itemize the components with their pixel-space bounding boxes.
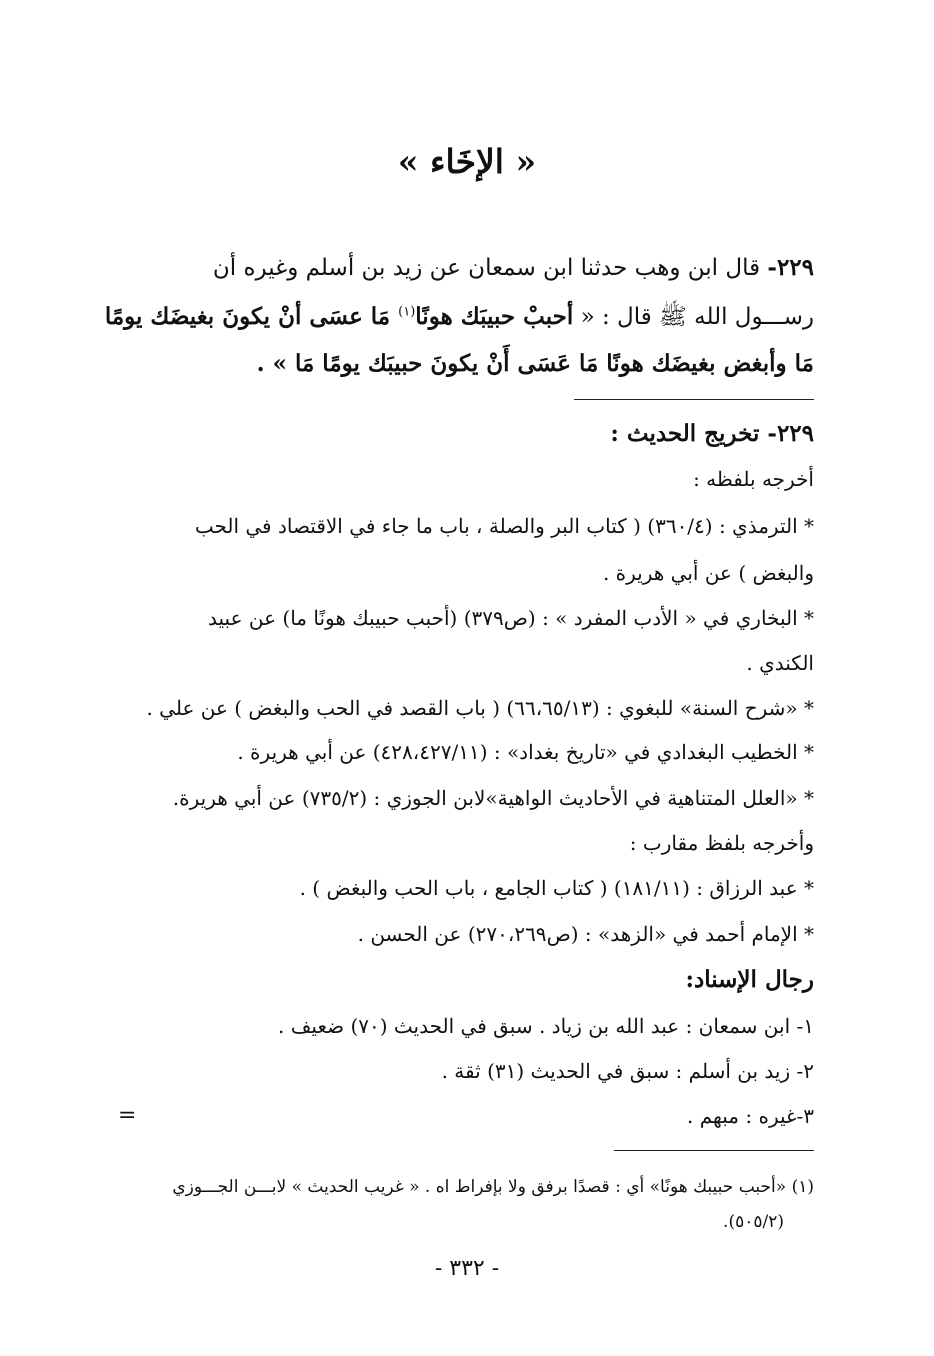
page-title: « الإخَاء » bbox=[397, 142, 537, 181]
hadith-line-2 bbox=[105, 302, 814, 336]
footnote-reference: (١) bbox=[398, 304, 416, 320]
takhrij-heading: ٢٢٩- تخريج الحديث : bbox=[610, 420, 814, 447]
hadith-matn-part-a: أحببْ حبيبَك هونًا bbox=[415, 303, 574, 330]
takhrij-subheading-exact: أخرجه بلفظه : bbox=[693, 467, 814, 491]
footnote-text: (١) «أحبب حبيبك هونًا» أي : قصدًا برفق ولا بإفراط اه . « غريب الحديث » لابـــن الجـــوزي bbox=[172, 1177, 814, 1197]
rijal-heading: رجال الإسناد: bbox=[685, 966, 814, 993]
footnote-divider bbox=[614, 1150, 814, 1151]
rijal-item: ٣-غيره : مبهم . bbox=[687, 1104, 814, 1128]
hadith-number: ٢٢٩- bbox=[767, 254, 814, 281]
takhrij-item-continuation: والبغض ) عن أبي هريرة . bbox=[602, 561, 814, 585]
takhrij-item-continuation: الكندي . bbox=[746, 651, 814, 675]
takhrij-item: * «العلل المتناهية في الأحاديث الواهية»لابن الجوزي : (٧٣٥/٢) عن أبي هريرة. bbox=[172, 786, 814, 810]
takhrij-item: * عبد الرزاق : (١٨١/١١) ( كتاب الجامع ، باب الحب والبغض ) . bbox=[299, 876, 814, 900]
hadith-line-3: مَا وأبغض بغيضَك هونًا مَا عَسَى أَنْ يكونَ حبيبَك يومًا مَا » . bbox=[256, 350, 814, 377]
hadith-intro-text: رســـول الله ﷺ قال : « bbox=[573, 304, 814, 330]
hadith-isnad-text: قال ابن وهب حدثنا ابن سمعان عن زيد بن أسلم وغيره أن bbox=[212, 255, 768, 281]
continuation-mark: = bbox=[118, 1103, 137, 1128]
takhrij-item: * «شرح السنة» للبغوي : (٦٦،٦٥/١٣) ( باب القصد في الحب والبغض ) عن علي . bbox=[146, 696, 814, 720]
footnote-text-continuation: (٥٠٥/٢). bbox=[723, 1212, 784, 1232]
takhrij-item: * الترمذي : (٣٦٠/٤) ( كتاب البر والصلة ، باب ما جاء في الاقتصاد في الحب bbox=[194, 514, 814, 538]
takhrij-item: * البخاري في « الأدب المفرد » : (ص٣٧٩) (أحبب حبيبك هونًا ما) عن عبيد bbox=[208, 606, 814, 630]
hadith-line-1 bbox=[213, 254, 814, 281]
takhrij-subheading-similar: وأخرجه بلفظ مقارب : bbox=[629, 831, 814, 855]
takhrij-item: * الخطيب البغدادي في «تاريخ بغداد» : (٤٢٨،٤٢٧/١١) عن أبي هريرة . bbox=[237, 740, 814, 764]
rijal-item: ٢- زيد بن أسلم : سبق في الحديث (٣١) ثقة . bbox=[441, 1059, 814, 1083]
hadith-matn-part-b: مَا عسَى أنْ يكونَ بغيضَك يومًا bbox=[104, 303, 399, 330]
rijal-item: ١- ابن سمعان : عبد الله بن زياد . سبق في الحديث (٧٠) ضعيف . bbox=[278, 1014, 814, 1038]
section-divider bbox=[574, 399, 814, 400]
page-number: - ٣٣٢ - bbox=[434, 1256, 500, 1281]
takhrij-item: * الإمام أحمد في «الزهد» : (ص٢٧٠،٢٦٩) عن الحسن . bbox=[357, 922, 814, 946]
